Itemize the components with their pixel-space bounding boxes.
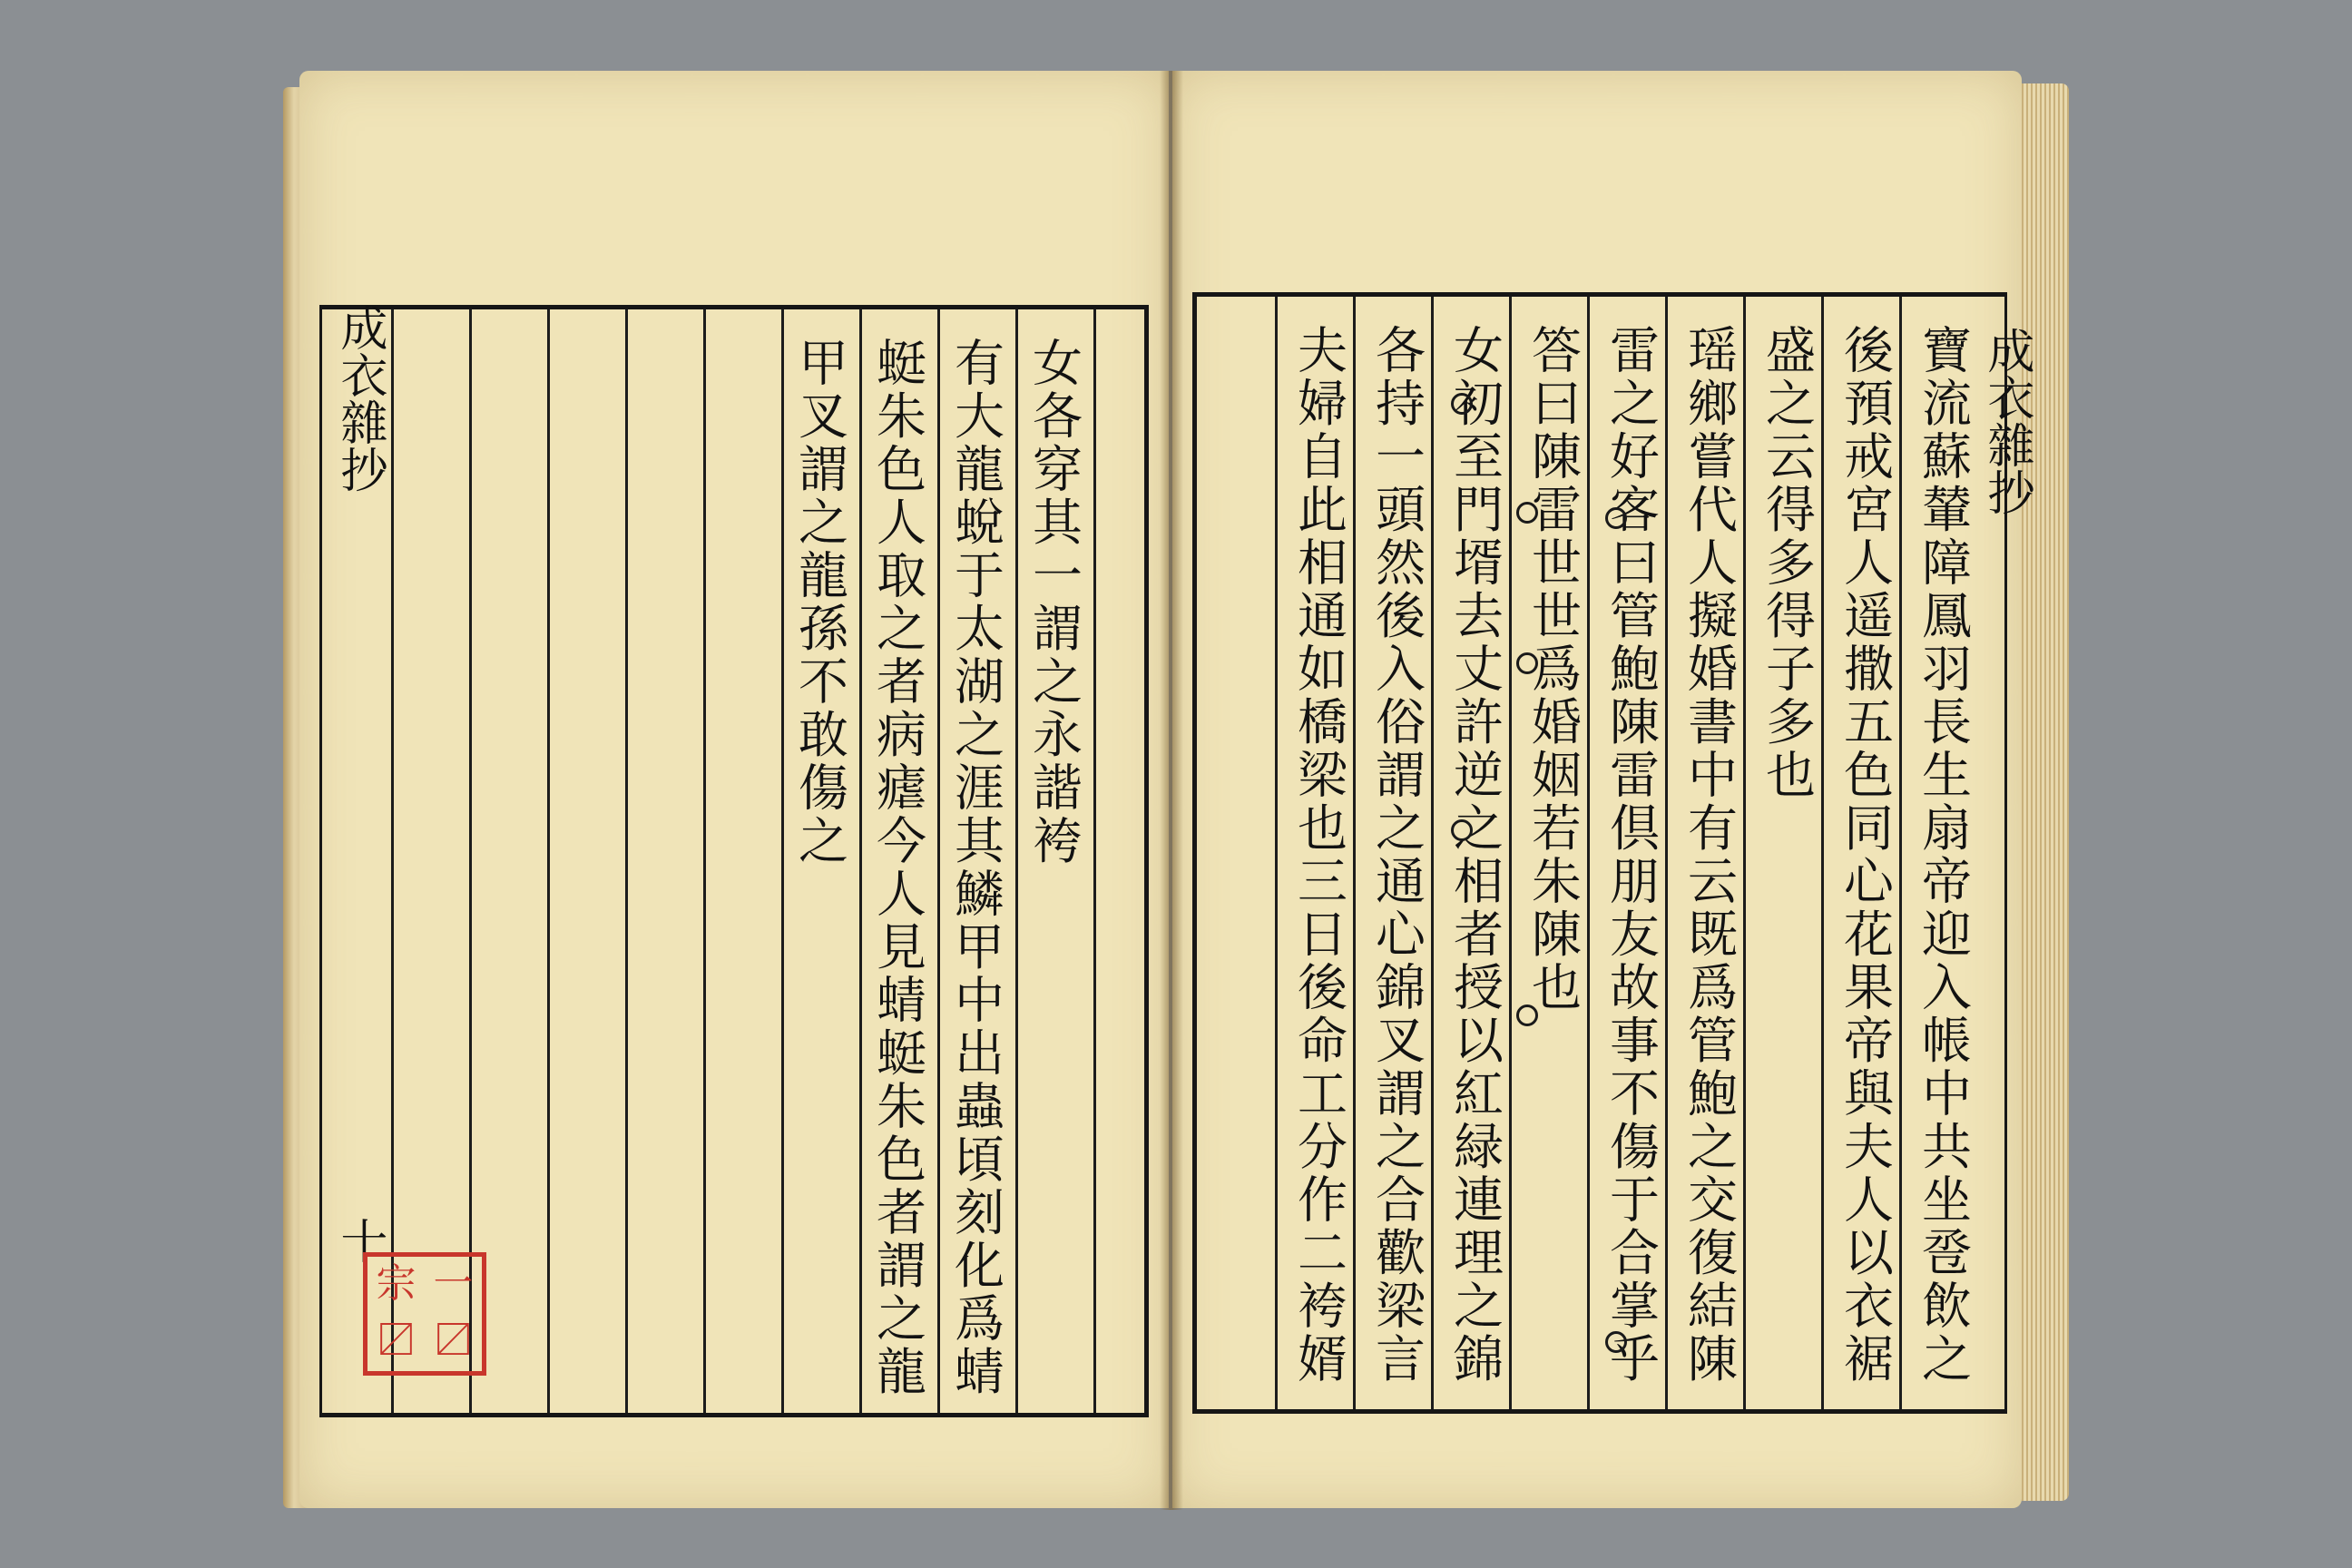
book-edge-right <box>2022 83 2069 1501</box>
open-book <box>283 71 2069 1510</box>
page-heart-title-right: 成衣雜抄 <box>1979 327 2034 515</box>
left-page <box>299 71 1169 1508</box>
punctuation-circle <box>1451 819 1473 841</box>
text-column-1: 寶流蘇輦障鳳羽長生扇帝迎入帳中共坐卺飲之 <box>1914 324 1972 1386</box>
text-column-2: 後預戒宮人遥撒五色同心花果帝與夫人以衣裾 <box>1836 324 1894 1386</box>
text-column-3: 蜓朱色人取之者病瘧今人見蜻蜓朱色者謂之龍 <box>868 337 926 1398</box>
column-rule <box>1093 309 1096 1413</box>
right-page <box>1172 71 2034 1508</box>
page-number: 十 <box>332 1217 387 1264</box>
punctuation-circle <box>1605 1331 1627 1353</box>
text-column-1: 女各穿其一謂之永諧袴 <box>1024 337 1083 867</box>
text-column-4: 瑶鄉嘗代人擬婚書中有云既爲管鮑之交復結陳 <box>1680 324 1738 1386</box>
column-rule <box>703 309 706 1413</box>
column-rule <box>1275 297 1278 1409</box>
text-column-2: 有大龍蛻于太湖之涯其鱗甲中出蟲頃刻化爲蜻 <box>946 337 1004 1398</box>
text-column-4: 甲叉謂之龍孫不敢傷之 <box>790 337 848 867</box>
punctuation-circle <box>1516 502 1538 524</box>
text-column-5: 雷之好客曰管鮑陳雷倶朋友故事不傷于合掌乎 <box>1602 324 1660 1386</box>
text-column-8: 各持一頭然後入俗謂之通心錦叉謂之合歡梁言 <box>1367 324 1426 1386</box>
punctuation-circle <box>1451 393 1473 415</box>
text-column-6: 答曰陳雷世世爲婚姻若朱陳也 <box>1524 324 1582 1014</box>
punctuation-circle <box>1516 1004 1538 1026</box>
text-column-7: 女初至門壻去丈許逆之相者授以紅緑連理之錦 <box>1446 324 1504 1386</box>
column-rule <box>469 309 472 1413</box>
punctuation-circle <box>1605 507 1627 529</box>
right-page-frame <box>1192 292 2007 1414</box>
column-rule <box>625 309 628 1413</box>
book-gutter <box>1160 71 1183 1510</box>
column-rule <box>391 309 394 1413</box>
text-column-9: 夫婦自此相通如橋梁也三日後命工分作二袴婿 <box>1289 324 1348 1386</box>
punctuation-circle <box>1516 652 1538 674</box>
text-column-3: 盛之云得多得子多也 <box>1758 324 1816 802</box>
red-seal-stamp: 宗 一 〼 〼 <box>363 1252 486 1376</box>
page-heart-title: 成衣雜抄 <box>332 304 387 493</box>
column-rule <box>547 309 550 1413</box>
left-page-frame <box>319 305 1149 1417</box>
